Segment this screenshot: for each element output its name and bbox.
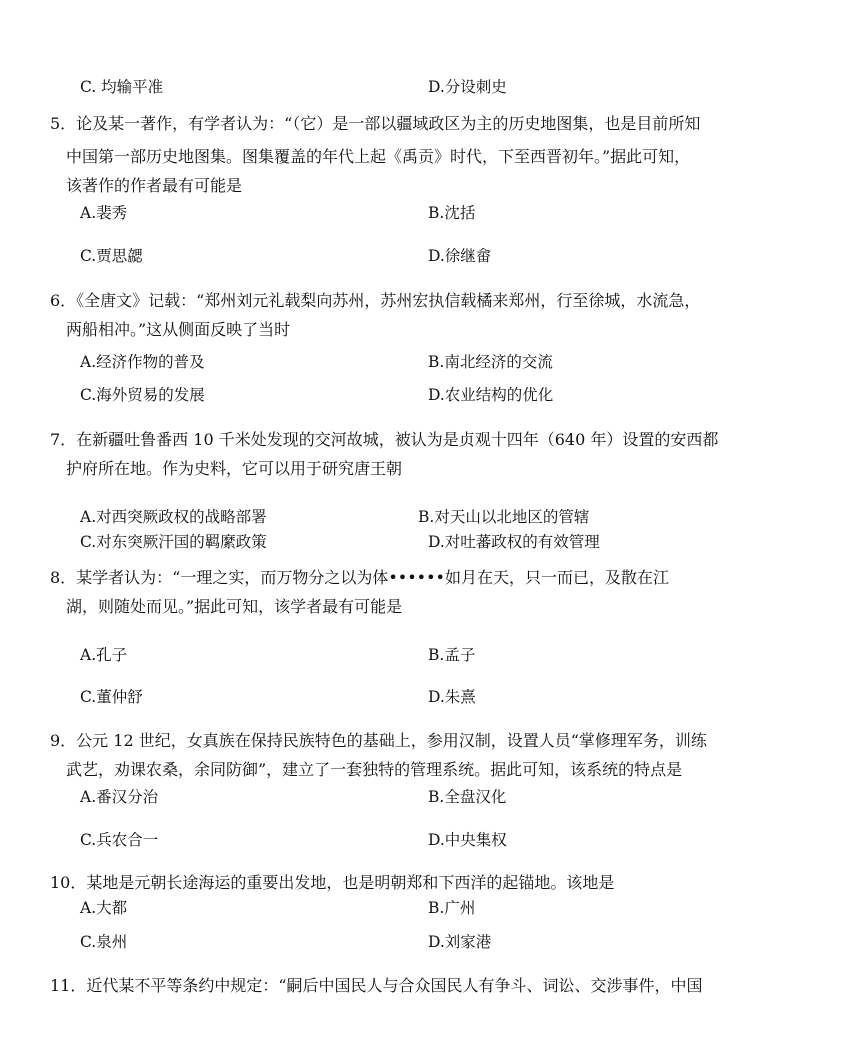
q6-option-d: D.农业结构的优化 bbox=[428, 386, 554, 404]
q6-option-a: A.经济作物的普及 bbox=[80, 353, 205, 371]
q9-option-a: A.番汉分治 bbox=[80, 788, 159, 806]
q4-option-d: D.分设刺史 bbox=[428, 78, 507, 96]
q7-stem-line1: 7．在新疆吐鲁番西 10 千米处发现的交河故城，被认为是贞观十四年（640 年）设置的安西都 bbox=[50, 430, 719, 449]
q7-stem-line2: 护府所在地。作为史料，它可以用于研究唐王朝 bbox=[66, 459, 403, 478]
q8-option-b: B.孟子 bbox=[428, 646, 476, 664]
q10-stem-line1: 10．某地是元朝长途海运的重要出发地，也是明朝郑和下西洋的起锚地。该地是 bbox=[50, 873, 615, 892]
q6-stem-line1: 6．《全唐文》记载：“郑州刘元礼载梨向苏州，苏州宏执信载橘来郑州，行至徐城，水流急， bbox=[50, 291, 701, 310]
q5-stem-line3: 该著作的作者最有可能是 bbox=[66, 176, 243, 195]
q8-stem-line1: 8．某学者认为：“一理之实，而万物分之以为体••••••如月在天，只一而已，及散在江 bbox=[50, 568, 669, 587]
q5-option-a: A.裴秀 bbox=[80, 204, 128, 222]
q9-option-c: C.兵农合一 bbox=[80, 831, 159, 849]
q8-stem-line2: 湖，则随处而见。”据此可知，该学者最有可能是 bbox=[66, 597, 403, 616]
q9-stem-line1: 9．公元 12 世纪，女真族在保持民族特色的基础上，参用汉制，设置人员“掌修理军务，训练 bbox=[50, 731, 707, 750]
q10-option-c: C.泉州 bbox=[80, 933, 128, 951]
q7-option-c: C.对东突厥汗国的羁縻政策 bbox=[80, 533, 267, 551]
q7-option-a: A.对西突厥政权的战略部署 bbox=[80, 508, 267, 526]
q9-stem-line2: 武艺，劝课农桑，余同防御”，建立了一套独特的管理系统。据此可知，该系统的特点是 bbox=[66, 760, 683, 779]
q8-option-a: A.孔子 bbox=[80, 646, 128, 664]
q10-option-b: B.广州 bbox=[428, 899, 476, 917]
q5-option-c: C.贾思勰 bbox=[80, 247, 143, 265]
q10-option-a: A.大都 bbox=[80, 899, 128, 917]
q10-option-d: D.刘家港 bbox=[428, 933, 492, 951]
q5-option-b: B.沈括 bbox=[428, 204, 476, 222]
q7-option-d: D.对吐蕃政权的有效管理 bbox=[428, 533, 600, 551]
q9-option-b: B.全盘汉化 bbox=[428, 788, 507, 806]
q8-option-d: D.朱熹 bbox=[428, 688, 476, 706]
q7-option-b: B.对天山以北地区的管辖 bbox=[418, 508, 590, 526]
q11-stem-line1: 11．近代某不平等条约中规定：“嗣后中国民人与合众国民人有争斗、词讼、交涉事件，中国 bbox=[50, 976, 703, 995]
q6-option-b: B.南北经济的交流 bbox=[428, 353, 553, 371]
q4-option-c: C. 均输平准 bbox=[80, 78, 164, 96]
q5-stem-line2: 中国第一部历史地图集。图集覆盖的年代上起《禹贡》时代，下至西晋初年。”据此可知， bbox=[66, 147, 691, 166]
q5-option-d: D.徐继畲 bbox=[428, 247, 492, 265]
q8-option-c: C.董仲舒 bbox=[80, 688, 143, 706]
q5-stem-line1: 5．论及某一著作，有学者认为：“（它）是一部以疆域政区为主的历史地图集，也是目前所知 bbox=[50, 114, 701, 133]
q9-option-d: D.中央集权 bbox=[428, 831, 507, 849]
q6-option-c: C.海外贸易的发展 bbox=[80, 386, 205, 404]
q6-stem-line2: 两船相冲。”这从侧面反映了当时 bbox=[66, 320, 291, 339]
